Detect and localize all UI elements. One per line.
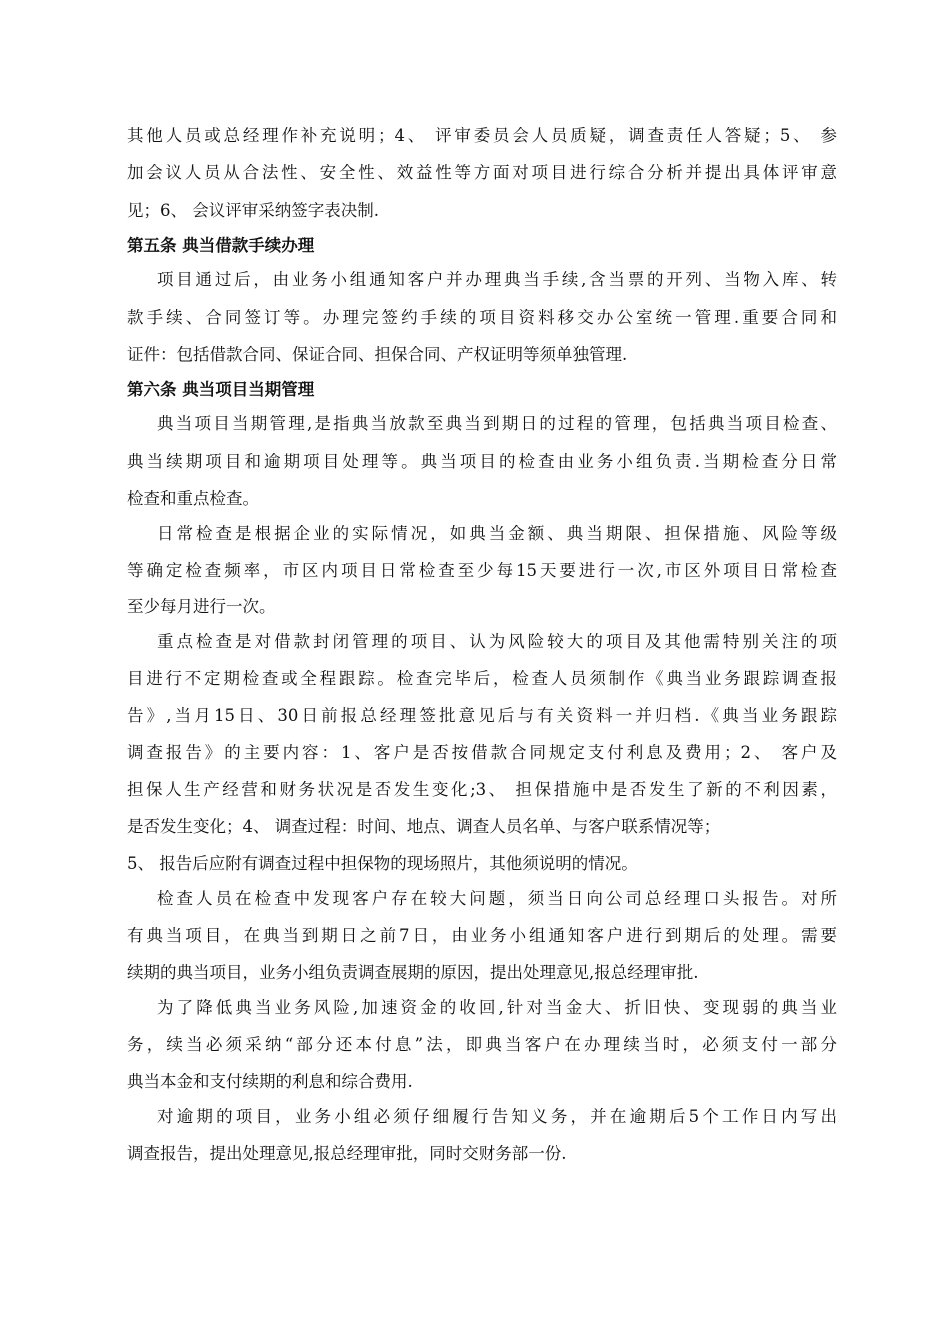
section-heading-article-5: 第五条 典当借款手续办理	[127, 236, 315, 255]
paragraph-line: 款手续、合同签订等。办理完签约手续的项目资料移交办公室统一管理.重要合同和	[127, 308, 837, 327]
paragraph-line: 等确定检查频率，市区内项目日常检查至少每15天要进行一次,市区外项目日常检查	[127, 561, 837, 580]
paragraph-line: 见；6、 会议评审采纳签字表决制.	[127, 201, 379, 220]
paragraph-line: 担保人生产经营和财务状况是否发生变化;3、 担保措施中是否发生了新的不利因素，	[127, 780, 837, 799]
paragraph-line: 务，续当必须采纳“部分还本付息”法，即典当客户在办理续当时，必须支付一部分	[127, 1035, 837, 1054]
paragraph-line: 调查报告，提出处理意见,报总经理审批，同时交财务部一份.	[127, 1144, 567, 1163]
paragraph-line: 其他人员或总经理作补充说明；4、 评审委员会人员质疑，调查责任人答疑；5、 参	[127, 126, 837, 145]
paragraph-line: 典当本金和支付续期的利息和综合费用.	[127, 1072, 413, 1091]
paragraph-line: 续期的典当项目，业务小组负责调查展期的原因，提出处理意见,报总经理审批.	[127, 963, 699, 982]
paragraph-line: 有典当项目，在典当到期日之前7日，由业务小组通知客户进行到期后的处理。需要	[127, 926, 837, 945]
paragraph-line: 证件：包括借款合同、保证合同、担保合同、产权证明等须单独管理.	[127, 345, 628, 364]
paragraph-line: 目进行不定期检查或全程跟踪。检查完毕后，检查人员须制作《典当业务跟踪调查报	[127, 669, 837, 688]
paragraph-line: 日常检查是根据企业的实际情况，如典当金额、典当期限、担保措施、风险等级	[157, 524, 837, 543]
paragraph-line: 告》,当月15日、30日前报总经理签批意见后与有关资料一并归档.《典当业务跟踪	[127, 706, 837, 725]
paragraph-line: 检查和重点检查。	[127, 489, 259, 508]
paragraph-line: 调查报告》的主要内容：1、客户是否按借款合同规定支付利息及费用；2、 客户及	[127, 743, 837, 762]
paragraph-line: 为了降低典当业务风险,加速资金的收回,针对当金大、折旧快、变现弱的典当业	[157, 998, 837, 1017]
paragraph-line: 项目通过后，由业务小组通知客户并办理典当手续,含当票的开列、当物入库、转	[157, 270, 837, 289]
paragraph-line: 检查人员在检查中发现客户存在较大问题，须当日向公司总经理口头报告。对所	[157, 889, 837, 908]
paragraph-line: 对逾期的项目，业务小组必须仔细履行告知义务，并在逾期后5个工作日内写出	[157, 1107, 837, 1126]
section-heading-article-6: 第六条 典当项目当期管理	[127, 380, 315, 399]
paragraph-line: 是否发生变化；4、 调查过程：时间、地点、调查人员名单、与客户联系情况等；	[127, 817, 721, 836]
paragraph-line: 加会议人员从合法性、安全性、效益性等方面对项目进行综合分析并提出具体评审意	[127, 163, 837, 182]
paragraph-line: 典当续期项目和逾期项目处理等。典当项目的检查由业务小组负责.当期检查分日常	[127, 452, 837, 471]
paragraph-line: 典当项目当期管理,是指典当放款至典当到期日的过程的管理，包括典当项目检查、	[157, 414, 837, 433]
paragraph-line: 5、 报告后应附有调查过程中担保物的现场照片，其他须说明的情况。	[127, 854, 638, 873]
paragraph-line: 重点检查是对借款封闭管理的项目、认为风险较大的项目及其他需特别关注的项	[157, 632, 837, 651]
paragraph-line: 至少每月进行一次。	[127, 597, 276, 616]
